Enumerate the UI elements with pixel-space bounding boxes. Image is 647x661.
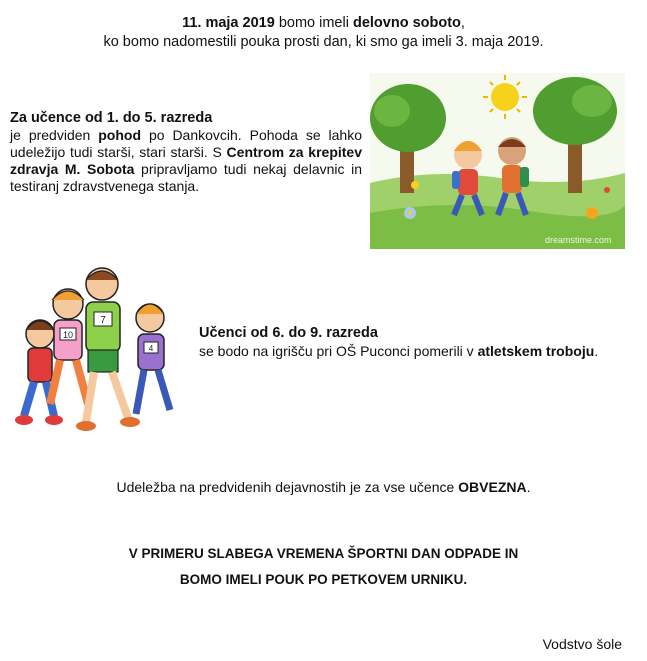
section-2-triathlon: atletskem troboju	[477, 343, 595, 359]
section-1-hike: pohod	[98, 127, 142, 143]
attendance-text: Udeležba na predvidenih dejavnostih je za vse učence	[116, 479, 459, 495]
section-grades-6-9	[199, 324, 623, 360]
header-date: 11. maja 2019	[182, 15, 275, 31]
announcement-header	[0, 14, 647, 52]
section-1-text: je predviden	[10, 127, 99, 143]
section-2-title: Učenci od 6. do 9. razreda	[199, 325, 378, 341]
section-1-text-2: po Dankovcih. Pohoda se lahko udeležijo tudi starši, stari starši. S	[10, 127, 362, 160]
attendance-notice	[0, 479, 647, 495]
hiking-kids-illustration	[370, 73, 625, 249]
section-1-health-center: Centrom za krepitev zdravja M. Sobota	[10, 144, 362, 177]
weather-warning	[0, 541, 647, 593]
hike-watermark: dreamstime.com	[545, 235, 612, 245]
section-1-body	[10, 127, 362, 195]
section-1-text-3: pripravljamo tudi nekaj delavnic in testiranj zdravstvenega stanja.	[10, 161, 363, 194]
header-emphasis: delovno soboto	[352, 15, 461, 31]
attendance-mandatory: OBVEZNA	[458, 479, 527, 495]
section-2-body	[199, 342, 623, 360]
bib-4: 4	[148, 344, 154, 353]
attendance-period: .	[526, 479, 531, 495]
header-text: bomo imeli	[274, 15, 353, 31]
header-line-1	[0, 14, 647, 33]
header-line-2: ko bomo nadomestili pouka prosti dan, ki smo ga imeli 3. maja 2019.	[103, 34, 544, 50]
section-2-text: se bodo na igrišču pri OŠ Puconci pomerili v	[199, 343, 478, 359]
section-grades-1-5	[10, 110, 362, 195]
runners-illustration	[10, 254, 188, 440]
header-comma: ,	[460, 15, 465, 31]
bib-10: 10	[62, 330, 74, 340]
section-2-text-2: .	[594, 343, 599, 359]
bib-7: 7	[100, 315, 106, 326]
signature: Vodstvo šole	[542, 636, 622, 652]
weather-warning-line-2: BOMO IMELI POUK PO PETKOVEM URNIKU.	[179, 572, 468, 587]
weather-warning-line-1: V PRIMERU SLABEGA VREMENA ŠPORTNI DAN ODPADE IN	[128, 546, 519, 561]
section-1-title: Za učence od 1. do 5. razreda	[10, 110, 213, 126]
